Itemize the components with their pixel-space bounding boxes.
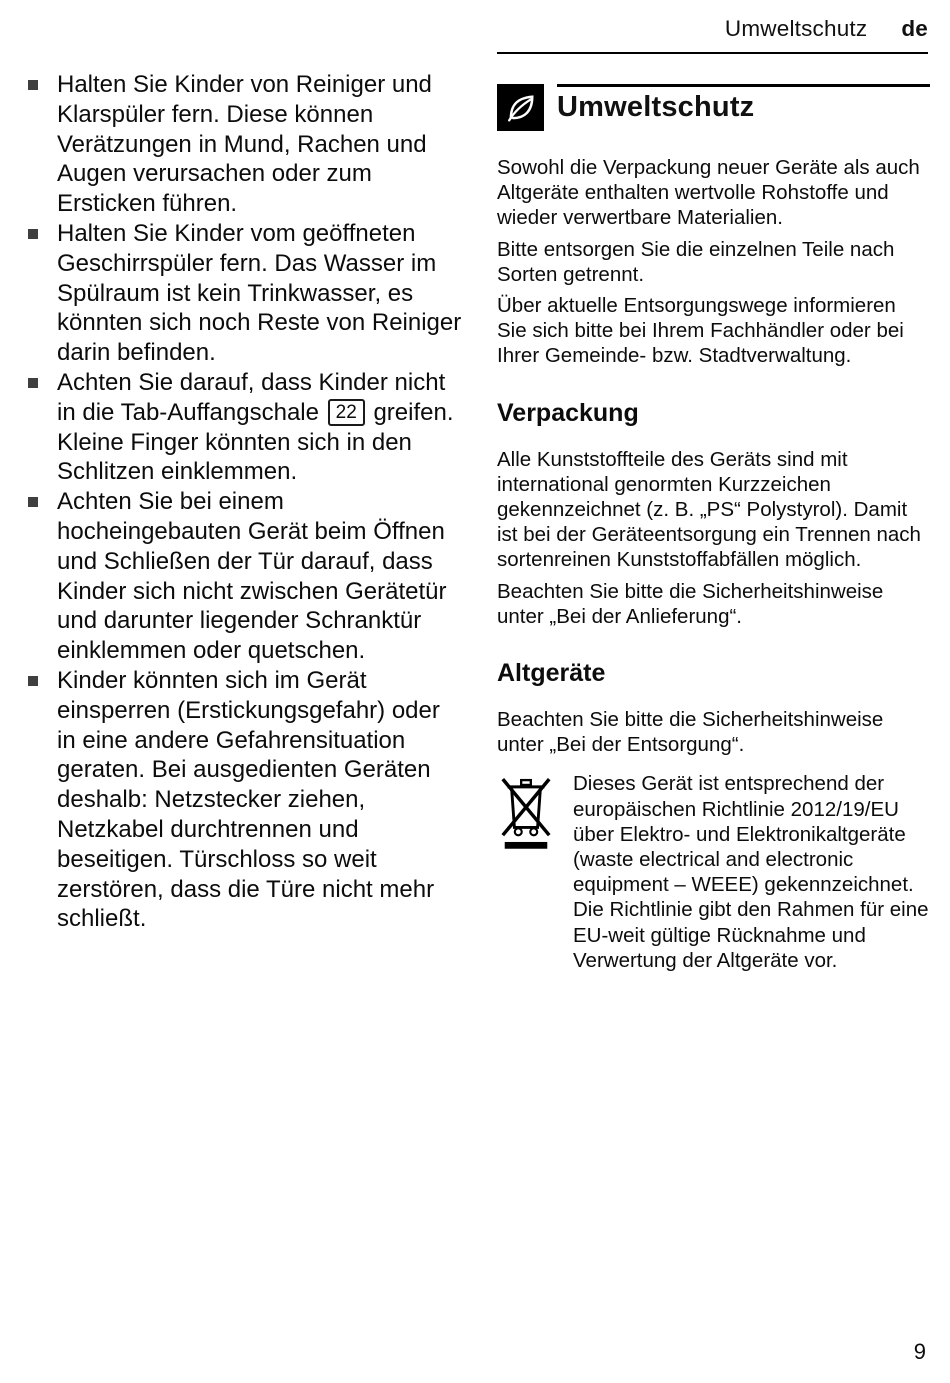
bullet-text: Halten Sie Kinder von Reiniger und Klarspüler fern. Diese können Verätzungen in Mund, Rachen und Augen verursachen oder zum Ersticken führen.: [57, 71, 432, 218]
section-title-rule: [557, 84, 930, 124]
safety-bullet-item: [28, 368, 464, 487]
intro-paragraph: Sowohl die Verpackung neuer Geräte als auch Altgeräte enthalten wertvolle Rohstoffe und wieder verwertbare Materialien.: [497, 156, 920, 230]
safety-bullet-item: [28, 666, 464, 934]
safety-bullet-item: [28, 487, 464, 666]
bullet-text: Halten Sie Kinder vom geöffneten Geschirrspüler fern. Das Wasser im Spülraum ist kein Trinkwasser, es könnten sich noch Reste von Reiniger darin befinden.: [57, 219, 462, 367]
header-language-label: de: [901, 16, 928, 41]
bullet-square-icon: [28, 497, 38, 507]
environment-column: [497, 84, 930, 973]
weee-crossed-bin-icon: [497, 771, 559, 973]
intro-paragraphs: [497, 155, 930, 369]
safety-bullet-item: [28, 70, 464, 219]
bullet-text: Achten Sie bei einem hocheingebauten Gerät beim Öffnen und Schließen der Tür darauf, dass Kinder sich nicht zwischen Gerätetür und darunter liegender Schranktür einklemmen oder quetschen.: [57, 488, 447, 665]
bullet-text: Kinder könnten sich im Gerät einsperren (Erstickungsgefahr) oder in eine andere Gefahrensituation geraten. Bei ausgedienten Geräten deshalb: Netzstecker ziehen, Netzkabel durchtrennen und beseitigen. Türschloss so weit zerstören, dass die Türe nicht mehr schließt.: [57, 666, 440, 933]
intro-paragraph: Bitte entsorgen Sie die einzelnen Teile nach Sorten getrennt.: [497, 237, 895, 286]
bullet-square-icon: [28, 80, 38, 90]
section-header: [497, 84, 930, 131]
heading-packaging: Verpackung: [497, 398, 639, 427]
header-chapter-label: Umweltschutz: [724, 16, 868, 41]
section-title: Umweltschutz: [557, 91, 755, 123]
packaging-paragraph: Beachten Sie bitte die Sicherheitshinweise unter „Bei der Anlieferung“.: [497, 579, 884, 628]
safety-bullet-item: [28, 219, 464, 368]
leaf-icon: [497, 84, 544, 131]
heading-old-appliances: Altgeräte: [497, 659, 606, 688]
page-number: 9: [913, 1339, 926, 1364]
weee-text: Dieses Gerät ist entsprechend der europäischen Richtlinie 2012/19/EU über Elektro- und Elektronikaltgeräte (waste electrical and electronic equipment – WEEE) gekennzeichnet. Die Richtlinie gibt den Rahmen für eine EU-weit gültige Rücknahme und Verwertung der Altgeräte vor.: [573, 772, 929, 972]
header-rule: [497, 52, 928, 54]
part-reference-badge: 22: [328, 399, 365, 426]
packaging-paragraph: Alle Kunststoffteile des Geräts sind mit international genormten Kurzzeichen gekennzeichnet (z. B. „PS“ Polystyrol). Damit ist bei der Geräteentsorgung ein Trennen nach sortenreinen Kunststoffabfällen möglich.: [497, 447, 921, 572]
bullet-square-icon: [28, 378, 38, 388]
packaging-paragraphs: [497, 447, 930, 629]
old-appliances-paragraph: Beachten Sie bitte die Sicherheitshinweise unter „Bei der Entsorgung“.: [497, 708, 884, 757]
running-header: [725, 16, 928, 42]
intro-paragraph: Über aktuelle Entsorgungswege informieren Sie sich bitte bei Ihrem Fachhändler oder bei Ihrer Gemeinde- bzw. Stadtverwaltung.: [497, 294, 904, 368]
weee-note: [497, 771, 930, 973]
safety-bullet-list: [28, 70, 464, 934]
old-appliances-paragraphs: [497, 707, 930, 757]
bullet-square-icon: [28, 229, 38, 239]
bullet-text: Achten Sie darauf, dass Kinder nicht in die Tab-Auffangschale 22 greifen. Kleine Finger könnten sich in den Schlitzen einklemmen.: [57, 368, 454, 486]
bullet-square-icon: [28, 676, 38, 686]
